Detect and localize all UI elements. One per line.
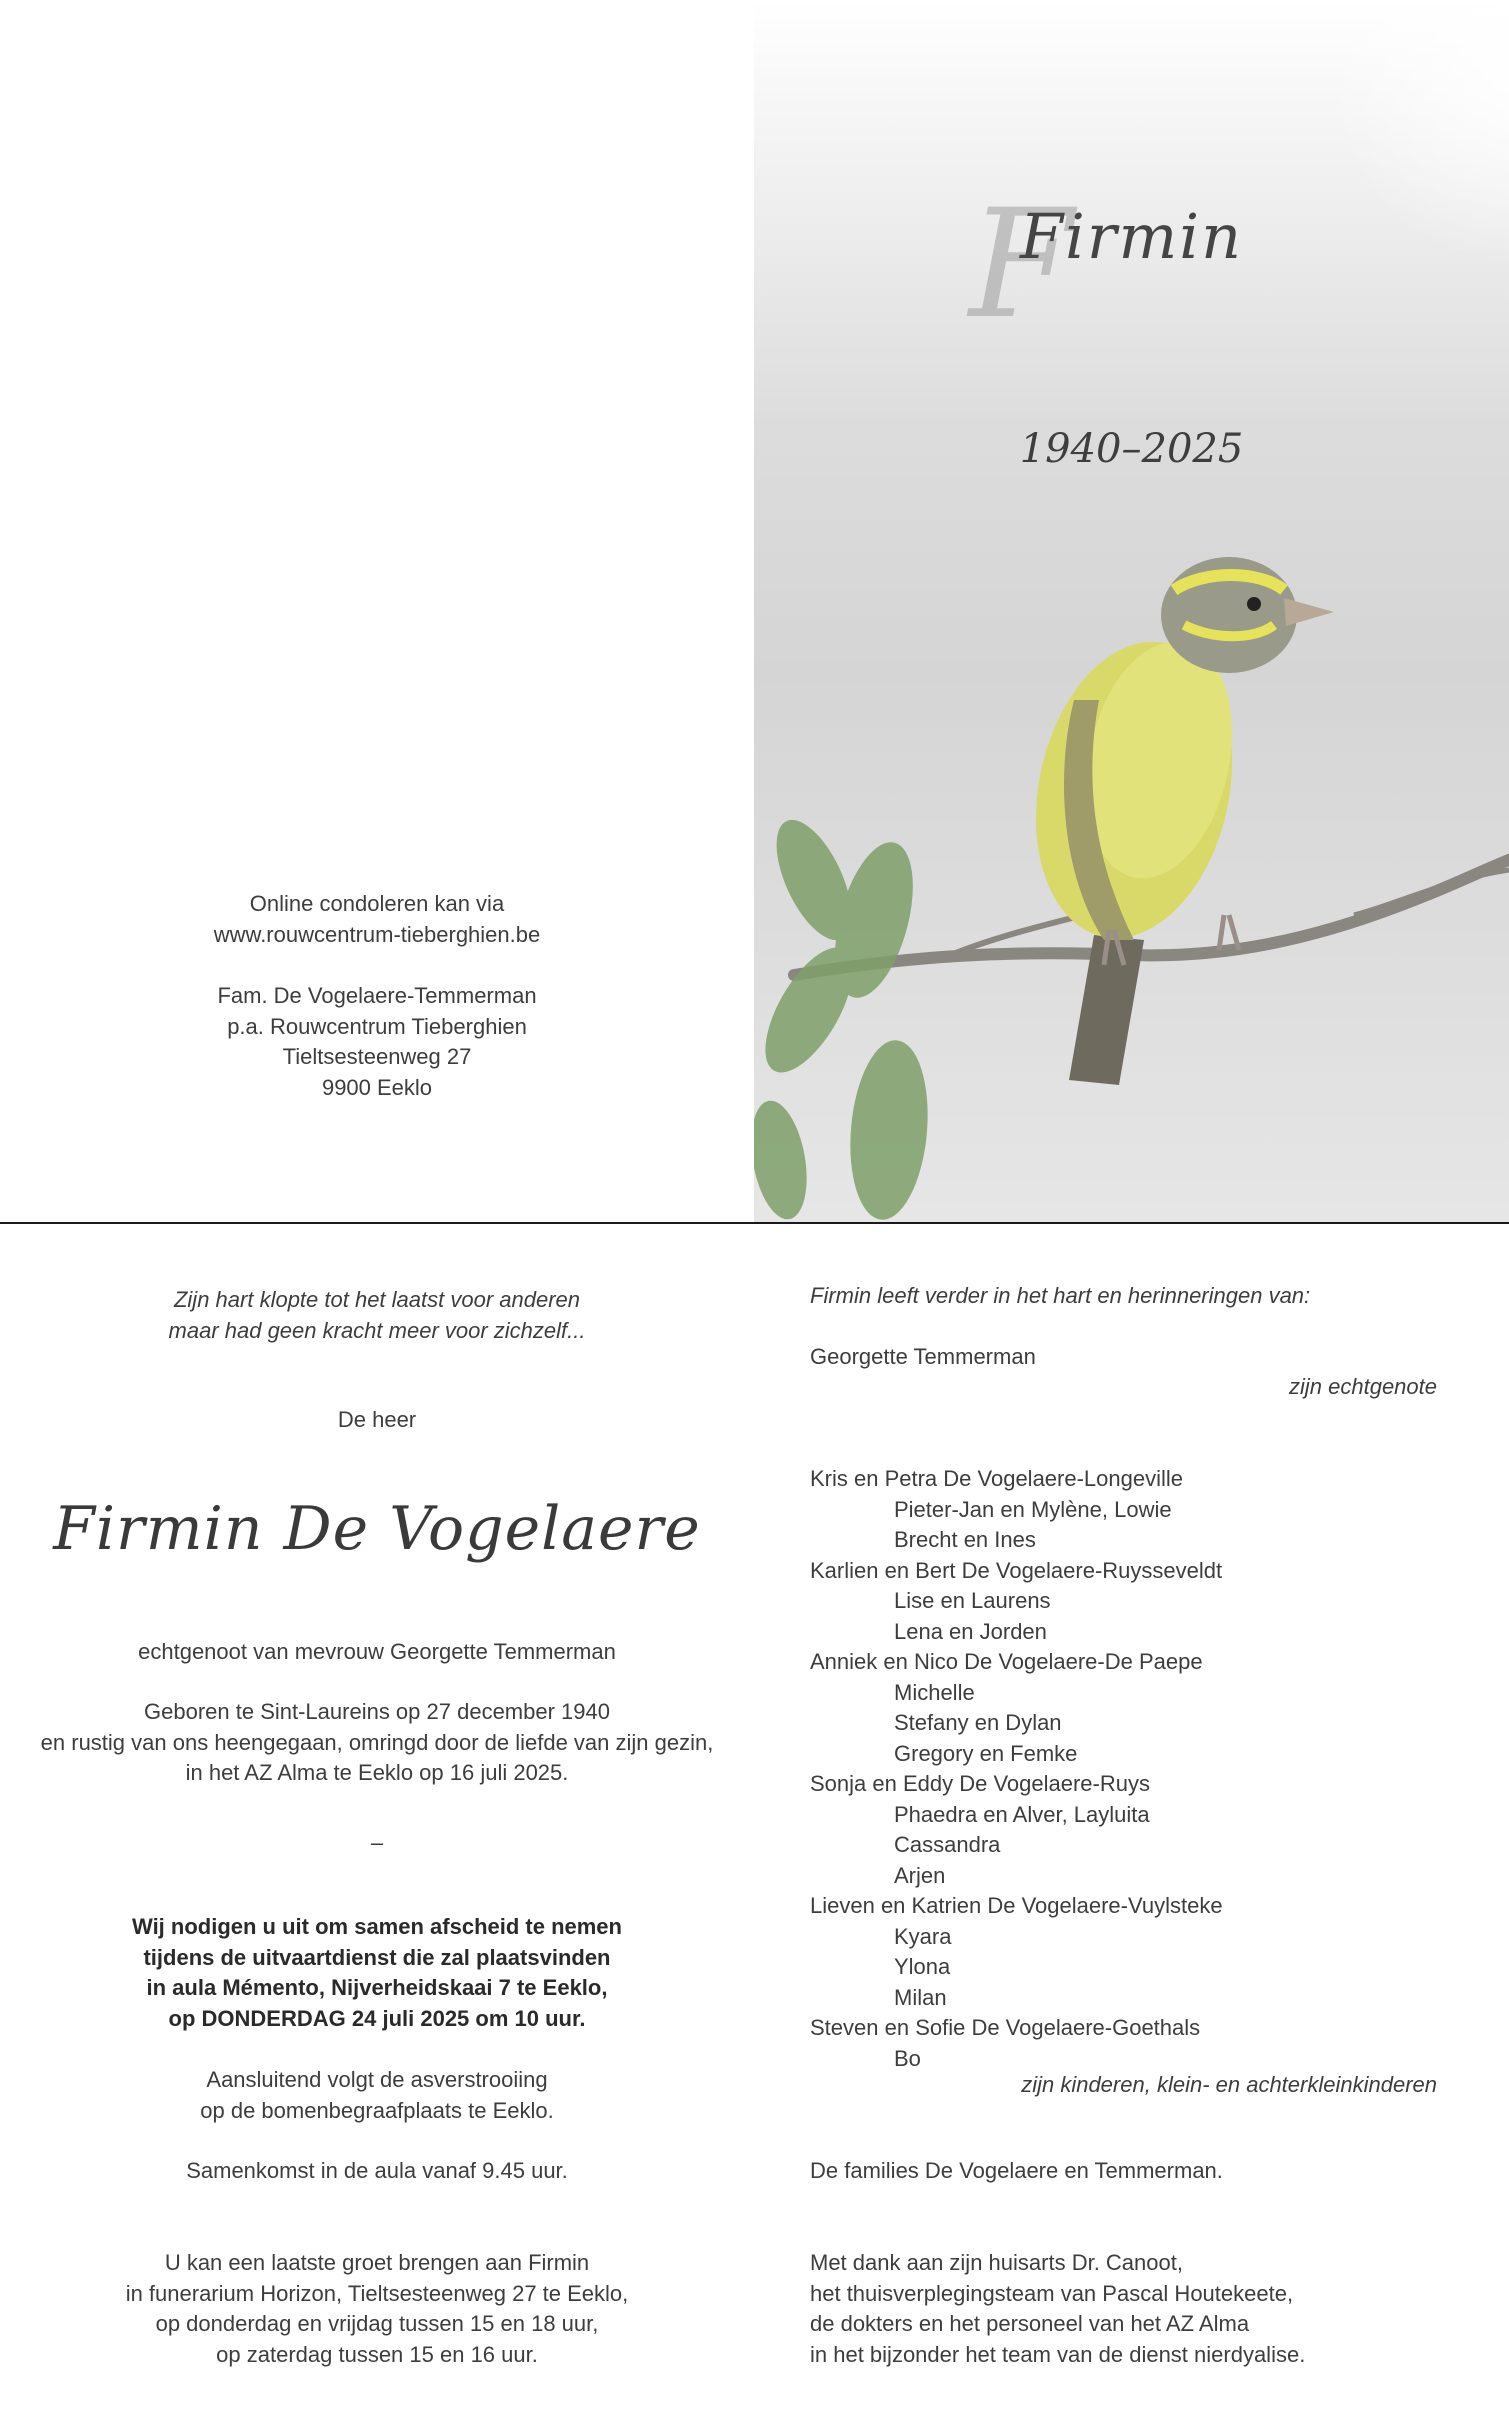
online-condolence-block [0,889,754,950]
address-line: Tieltsesteenweg 27 [282,1044,472,1069]
family-member-grandchild: Stefany en Dylan [894,1710,1062,1735]
deceased-full-name: Firmin De Vogelaere [53,1494,701,1564]
back-page [0,0,754,1222]
family-member-child: Kris en Petra De Vogelaere-Longeville [810,1466,1184,1491]
gathering-line: Samenkomst in de aula vanaf 9.45 uur. [186,2158,568,2183]
visitation-block [0,2248,754,2370]
family-member-grandchild: Milan [894,1984,947,2010]
invite-line: Wij nodigen u uit om samen afscheid te nemen [132,1914,622,1939]
separator-dash: – [370,1830,384,1855]
thanks-line: in het bijzonder het team van de dienst nierdyalise. [810,2341,1306,2367]
families-line: De families De Vogelaere en Temmerman. [810,2158,1223,2183]
family-member-grandchild: Lise en Laurens [894,1588,1051,1613]
family-member-child: Karlien en Bert De Vogelaere-Ruysseveldt [810,1557,1223,1583]
remembered-by-heading: Firmin leeft verder in het hart en herinneringen van: [810,1283,1311,1308]
quote-line: maar had geen kracht meer voor zichzelf... [168,1317,586,1343]
visit-line: U kan een laatste groet brengen aan Firmin [164,2250,590,2275]
visit-line: in funerarium Horizon, Tieltsesteenweg 27 te Eeklo, [125,2280,629,2306]
family-member-grandchild: Kyara [894,1923,952,1949]
family-member-grandchild: Arjen [894,1862,946,1888]
family-member-grandchild: Lena en Jorden [894,1618,1047,1644]
family-member-grandchild: Michelle [894,1679,975,1705]
address-block [0,981,754,1103]
visit-line: op donderdag en vrijdag tussen 15 en 18 uur, [155,2311,599,2336]
ashes-line: op de bomenbegraafplaats te Eeklo. [200,2097,554,2123]
cover-initial-monogram: F [969,178,1074,352]
thanks-line: het thuisverplegingsteam van Pascal Houtekeete, [810,2280,1294,2306]
family-member-grandchild: Pieter-Jan en Mylène, Lowie [894,1496,1172,1522]
family-list [810,1464,1450,2074]
family-member-child: Sonja en Eddy De Vogelaere-Ruys [810,1771,1150,1796]
honorific: De heer [337,1407,417,1432]
family-member-grandchild: Phaedra en Alver, Layluita [894,1801,1150,1827]
inner-right-page [754,1224,1509,2427]
widow-name: Georgette Temmerman [810,1344,1036,1369]
family-member-grandchild: Cassandra [894,1832,1001,1857]
ashes-line: Aansluitend volgt de asverstrooiing [206,2067,548,2092]
address-line: 9900 Eeklo [321,1074,433,1100]
family-member-grandchild: Ylona [894,1954,951,1979]
memorial-quote [0,1285,754,1346]
family-member-child: Steven en Sofie De Vogelaere-Goethals [810,2015,1201,2040]
invite-line: tijdens de uitvaartdienst die zal plaatsvinden [143,1944,611,1970]
widow-role: zijn echtgenote [1289,1374,1437,1399]
spouse-line: echtgenoot van mevrouw Georgette Temmerman [138,1639,616,1664]
thanks-block [810,2248,1305,2370]
family-member-grandchild: Brecht en Ines [894,1527,1036,1552]
inner-left-page [0,1224,754,2427]
website-link[interactable]: www.rouwcentrum-tieberghien.be [213,921,541,947]
invite-line: op DONDERDAG 24 juli 2025 om 10 uur. [168,2005,586,2031]
bird-on-branch-illustration [754,0,1509,1222]
online-line: Online condoleren kan via [249,891,505,916]
cover-page [754,0,1509,1222]
thanks-line: Met dank aan zijn huisarts Dr. Canoot, [810,2250,1183,2275]
family-member-grandchild: Gregory en Femke [894,1740,1078,1766]
funeral-invitation [0,1912,754,2034]
thanks-line: de dokters en het personeel van het AZ Alma [810,2311,1250,2336]
invite-line: in aula Mémento, Nijverheidskaai 7 te Eeklo, [146,1975,608,2000]
birth-line: in het AZ Alma te Eeklo op 16 juli 2025. [185,1760,569,1785]
birth-death-block [0,1697,754,1789]
quote-line: Zijn hart klopte tot het laatst voor anderen [173,1287,580,1312]
family-member-grandchild: Bo [894,2045,921,2071]
cover-first-name: Firmin [1019,200,1244,273]
address-line: Fam. De Vogelaere-Temmerman [217,983,537,1008]
visit-line: op zaterdag tussen 15 en 16 uur. [216,2341,538,2367]
family-member-child: Anniek en Nico De Vogelaere-De Paepe [810,1649,1203,1674]
address-line: p.a. Rouwcentrum Tieberghien [227,1013,527,1039]
cover-years: 1940–2025 [1019,426,1244,472]
family-role: zijn kinderen, klein- en achterkleinkinderen [1021,2072,1437,2097]
birth-line: en rustig van ons heengegaan, omringd door de liefde van zijn gezin, [40,1729,714,1755]
birth-line: Geboren te Sint-Laureins op 27 december 1940 [144,1699,610,1724]
family-member-child: Lieven en Katrien De Vogelaere-Vuylsteke [810,1893,1223,1918]
ashes-scattering-block [0,2065,754,2126]
